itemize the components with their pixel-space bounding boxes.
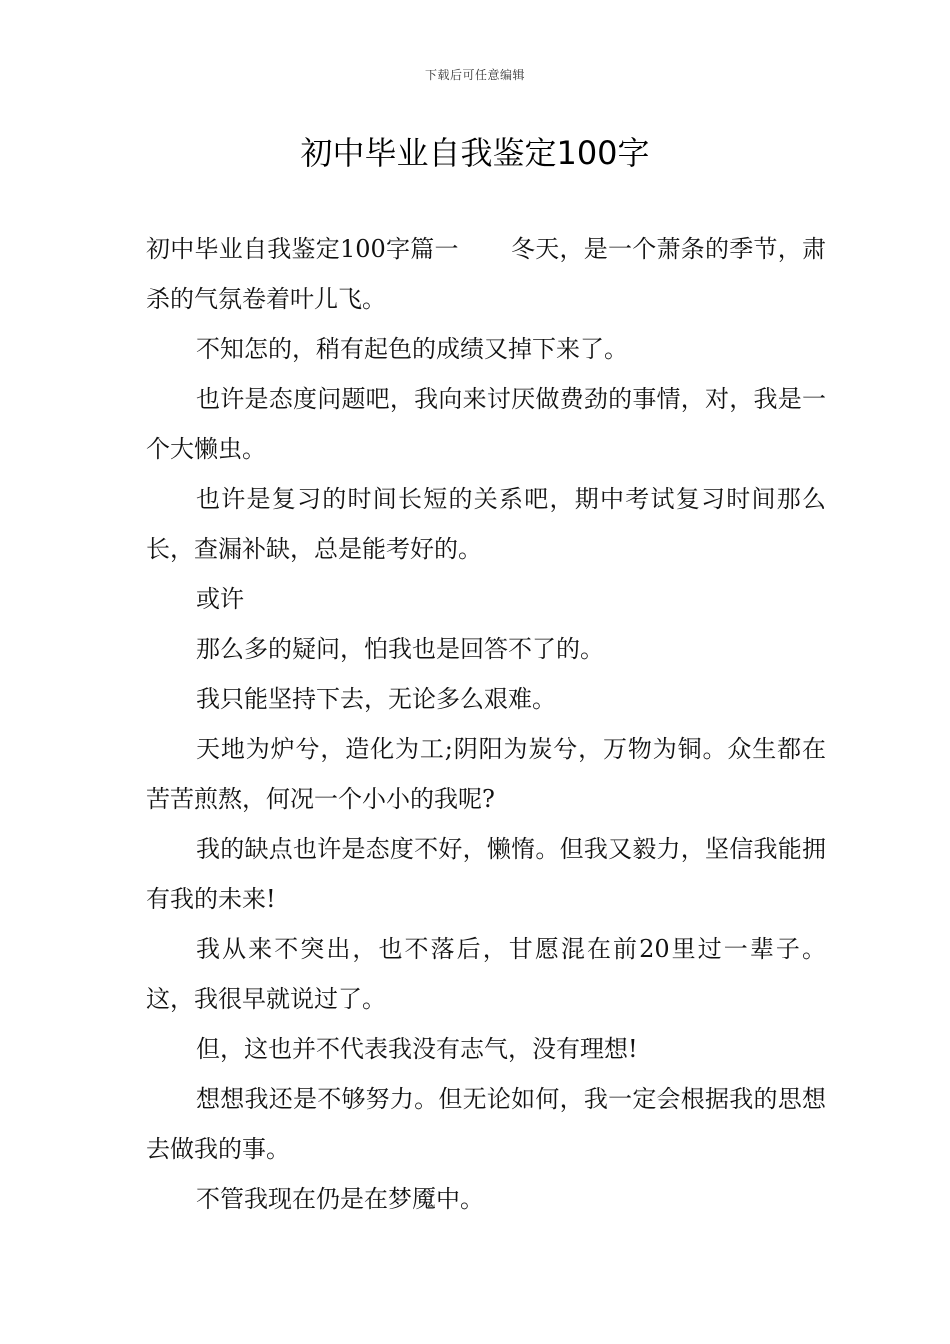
paragraph-8: 天地为炉兮，造化为工;阴阳为炭兮，万物为铜。众生都在苦苦煎熬，何况一个小小的我呢? xyxy=(146,735,826,813)
header-note: 下载后可任意编辑 xyxy=(424,68,525,82)
paragraph-11: 但，这也并不代表我没有志气，没有理想! xyxy=(196,1035,638,1063)
document-body xyxy=(146,224,826,1224)
paragraph-12: 想想我还是不够努力。但无论如何，我一定会根据我的思想去做我的事。 xyxy=(146,1085,826,1163)
paragraph-7: 我只能坚持下去，无论多么艰难。 xyxy=(196,685,556,713)
paragraph-6: 那么多的疑问，怕我也是回答不了的。 xyxy=(196,635,604,663)
paragraph-5: 或许 xyxy=(196,585,244,613)
paragraph-9: 我的缺点也许是态度不好，懒惰。但我又毅力，坚信我能拥有我的未来! xyxy=(146,835,826,913)
paragraph-1-text: 冬天，是一个萧条的季节，肃杀的气氛卷着叶儿飞。 xyxy=(146,235,826,313)
paragraph-1 xyxy=(146,224,826,324)
paragraph-2: 不知怎的，稍有起色的成绩又掉下来了。 xyxy=(196,335,628,363)
paragraph-1-lead: 初中毕业自我鉴定100字篇一 xyxy=(146,235,459,263)
document-title: 初中毕业自我鉴定100字 xyxy=(300,134,650,172)
paragraph-4: 也许是复习的时间长短的关系吧，期中考试复习时间那么长，查漏补缺，总是能考好的。 xyxy=(146,485,826,563)
paragraph-3: 也许是态度问题吧，我向来讨厌做费劲的事情，对，我是一个大懒虫。 xyxy=(146,385,826,463)
paragraph-13: 不管我现在仍是在梦魇中。 xyxy=(196,1185,484,1213)
paragraph-10: 我从来不突出，也不落后，甘愿混在前20里过一辈子。这，我很早就说过了。 xyxy=(146,935,826,1013)
